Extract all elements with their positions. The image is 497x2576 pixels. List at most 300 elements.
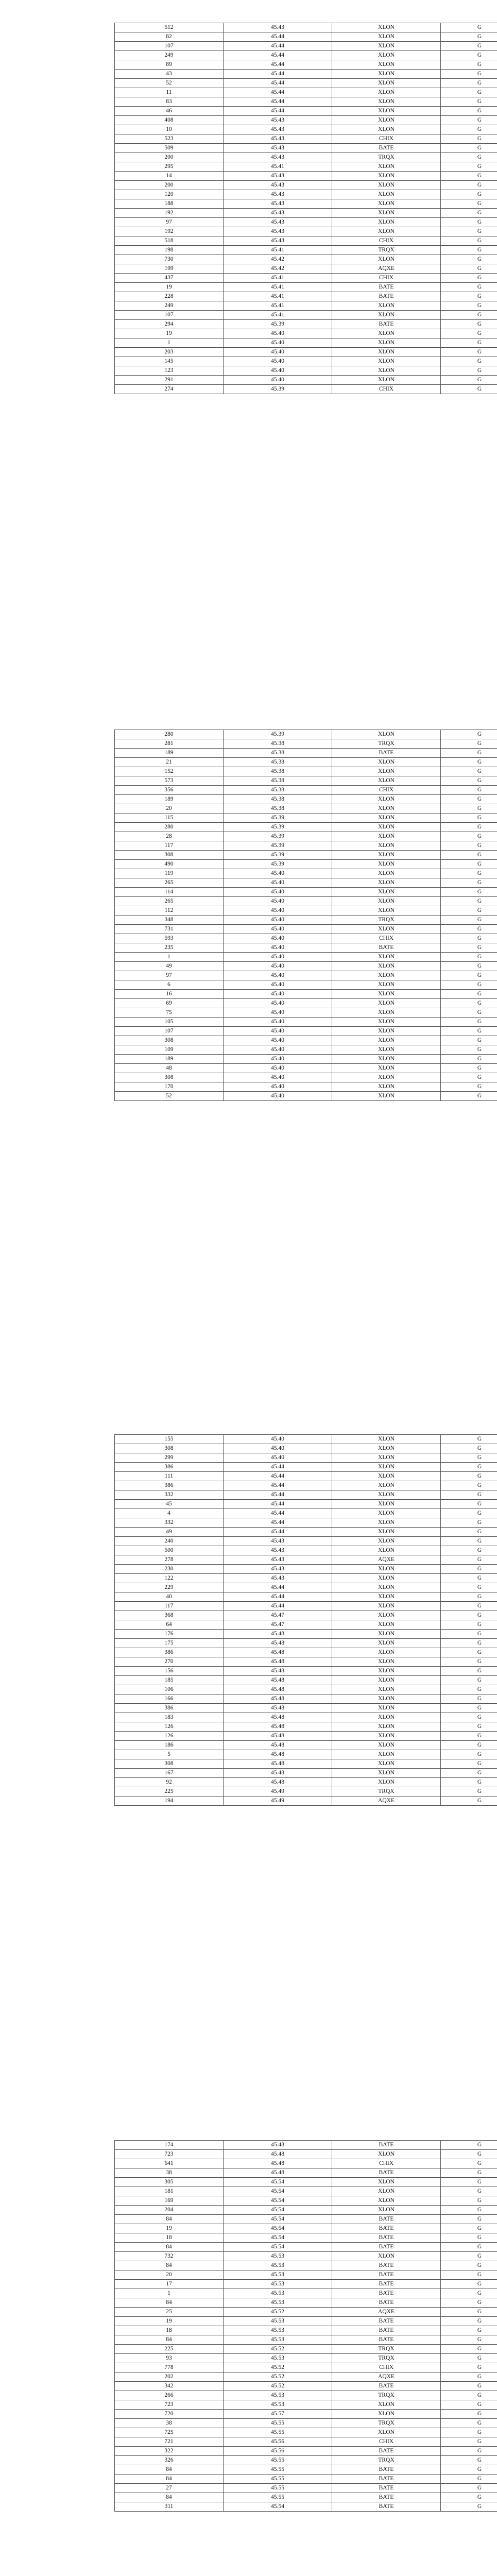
table-row	[115, 338, 497, 348]
price-cell: 45.44	[224, 1602, 332, 1611]
venue-cell: XLON	[332, 2252, 441, 2261]
quantity-cell: 105	[115, 1018, 224, 1027]
venue-cell: XLON	[332, 814, 441, 823]
quantity-cell: 266	[115, 2391, 224, 2400]
venue-cell: XLON	[332, 1537, 441, 1546]
venue-cell: XLON	[332, 841, 441, 851]
venue-cell: XLON	[332, 116, 441, 125]
currency-cell: G	[441, 2391, 497, 2400]
price-cell: 45.44	[224, 97, 332, 107]
currency-cell: G	[441, 814, 497, 823]
price-cell: 45.53	[224, 2270, 332, 2280]
venue-cell: XLON	[332, 1064, 441, 1073]
price-cell: 45.44	[224, 88, 332, 97]
price-cell: 45.49	[224, 1797, 332, 1806]
currency-cell: G	[441, 246, 497, 255]
venue-cell: XLON	[332, 1676, 441, 1685]
venue-cell: XLON	[332, 329, 441, 338]
venue-cell: XLON	[332, 338, 441, 348]
price-cell: 45.41	[224, 301, 332, 311]
currency-cell: G	[441, 980, 497, 990]
quantity-cell: 93	[115, 2354, 224, 2363]
currency-cell: G	[441, 2437, 497, 2447]
venue-cell: XLON	[332, 23, 441, 32]
price-cell: 45.40	[224, 1453, 332, 1463]
price-cell: 45.43	[224, 172, 332, 181]
table-row	[115, 1769, 497, 1778]
venue-cell: XLON	[332, 2410, 441, 2419]
currency-cell: G	[441, 851, 497, 860]
quantity-cell: 408	[115, 116, 224, 125]
table-row	[115, 1657, 497, 1667]
table-row	[115, 2410, 497, 2419]
quantity-cell: 19	[115, 329, 224, 338]
currency-cell: G	[441, 832, 497, 841]
table-row	[115, 23, 497, 32]
price-cell: 45.43	[224, 23, 332, 32]
quantity-cell: 107	[115, 1027, 224, 1036]
table-row	[115, 804, 497, 814]
price-cell: 45.48	[224, 1750, 332, 1759]
table-row	[115, 2298, 497, 2308]
venue-cell: XLON	[332, 255, 441, 264]
venue-cell: XLON	[332, 823, 441, 832]
quantity-cell: 200	[115, 181, 224, 190]
quantity-cell: 249	[115, 301, 224, 311]
table-row	[115, 1481, 497, 1490]
price-cell: 45.40	[224, 888, 332, 897]
venue-cell: XLON	[332, 1574, 441, 1583]
quantity-cell: 723	[115, 2150, 224, 2159]
venue-cell: TRQX	[332, 739, 441, 749]
quantity-cell: 38	[115, 2419, 224, 2428]
table-row	[115, 2475, 497, 2484]
venue-cell: XLON	[332, 51, 441, 60]
venue-cell: AQXE	[332, 1797, 441, 1806]
venue-cell: XLON	[332, 311, 441, 320]
currency-cell: G	[441, 227, 497, 236]
table-row	[115, 1713, 497, 1722]
quantity-cell: 332	[115, 1490, 224, 1500]
currency-cell: G	[441, 338, 497, 348]
currency-cell: G	[441, 1490, 497, 1500]
price-cell: 45.40	[224, 348, 332, 357]
venue-cell: XLON	[332, 199, 441, 209]
price-cell: 45.54	[224, 2215, 332, 2224]
currency-cell: G	[441, 283, 497, 292]
price-cell: 45.55	[224, 2456, 332, 2465]
venue-cell: XLON	[332, 1500, 441, 1509]
currency-cell: G	[441, 1008, 497, 1018]
venue-cell: XLON	[332, 1018, 441, 1027]
quantity-cell: 84	[115, 2475, 224, 2484]
price-cell: 45.41	[224, 162, 332, 172]
currency-cell: G	[441, 1027, 497, 1036]
quantity-cell: 84	[115, 2298, 224, 2308]
venue-cell: XLON	[332, 878, 441, 888]
table-row	[115, 1583, 497, 1592]
table-row	[115, 116, 497, 125]
table-row	[115, 2484, 497, 2493]
price-cell: 45.40	[224, 329, 332, 338]
price-cell: 45.44	[224, 42, 332, 51]
currency-cell: G	[441, 218, 497, 227]
price-cell: 45.48	[224, 1713, 332, 1722]
currency-cell: G	[441, 190, 497, 199]
currency-cell: G	[441, 1704, 497, 1713]
price-cell: 45.49	[224, 1787, 332, 1797]
currency-cell: G	[441, 1759, 497, 1769]
price-cell: 45.40	[224, 953, 332, 962]
quantity-cell: 166	[115, 1694, 224, 1704]
venue-cell: XLON	[332, 1444, 441, 1453]
table-row	[115, 209, 497, 218]
table-row	[115, 2317, 497, 2326]
venue-cell: XLON	[332, 181, 441, 190]
price-cell: 45.54	[224, 2233, 332, 2243]
currency-cell: G	[441, 376, 497, 385]
price-cell: 45.44	[224, 1592, 332, 1602]
currency-cell: G	[441, 1092, 497, 1101]
venue-cell: XLON	[332, 953, 441, 962]
quantity-cell: 21	[115, 758, 224, 767]
price-cell: 45.43	[224, 218, 332, 227]
quantity-cell: 386	[115, 1648, 224, 1657]
quantity-cell: 386	[115, 1704, 224, 1713]
venue-cell: BATE	[332, 2298, 441, 2308]
price-cell: 45.43	[224, 181, 332, 190]
venue-cell: AQXE	[332, 1555, 441, 1565]
table-row	[115, 739, 497, 749]
price-cell: 45.44	[224, 1490, 332, 1500]
currency-cell: G	[441, 739, 497, 749]
currency-cell: G	[441, 2141, 497, 2150]
currency-cell: G	[441, 162, 497, 172]
table-row	[115, 860, 497, 869]
table-row	[115, 776, 497, 786]
currency-cell: G	[441, 943, 497, 953]
venue-cell: XLON	[332, 2187, 441, 2196]
table-row	[115, 1528, 497, 1537]
table-row	[115, 767, 497, 776]
table-row	[115, 329, 497, 338]
table-row	[115, 980, 497, 990]
quantity-cell: 720	[115, 2410, 224, 2419]
currency-cell: G	[441, 1453, 497, 1463]
price-cell: 45.48	[224, 2159, 332, 2168]
table-row	[115, 832, 497, 841]
quantity-cell: 490	[115, 860, 224, 869]
table-row	[115, 2391, 497, 2400]
venue-cell: BATE	[332, 749, 441, 758]
table-row	[115, 1435, 497, 1444]
currency-cell: G	[441, 60, 497, 70]
venue-cell: XLON	[332, 32, 441, 42]
price-cell: 45.40	[224, 1018, 332, 1027]
quantity-cell: 64	[115, 1620, 224, 1630]
price-cell: 45.38	[224, 804, 332, 814]
table-row	[115, 1602, 497, 1611]
price-cell: 45.53	[224, 2261, 332, 2270]
venue-cell: XLON	[332, 227, 441, 236]
currency-cell: G	[441, 2326, 497, 2335]
venue-cell: XLON	[332, 172, 441, 181]
venue-cell: XLON	[332, 97, 441, 107]
quantity-cell: 126	[115, 1732, 224, 1741]
currency-cell: G	[441, 934, 497, 943]
table-row	[115, 1092, 497, 1101]
table-row	[115, 1472, 497, 1481]
price-cell: 45.42	[224, 264, 332, 274]
quantity-cell: 6	[115, 980, 224, 990]
venue-cell: XLON	[332, 209, 441, 218]
venue-cell: XLON	[332, 1463, 441, 1472]
currency-cell: G	[441, 1500, 497, 1509]
price-cell: 45.38	[224, 749, 332, 758]
quantity-cell: 732	[115, 2252, 224, 2261]
quantity-cell: 84	[115, 2243, 224, 2252]
venue-cell: CHIX	[332, 134, 441, 144]
price-cell: 45.41	[224, 283, 332, 292]
venue-cell: AQXE	[332, 2372, 441, 2382]
quantity-cell: 192	[115, 209, 224, 218]
quantity-cell: 573	[115, 776, 224, 786]
table-row	[115, 227, 497, 236]
quantity-cell: 25	[115, 2308, 224, 2317]
price-cell: 45.52	[224, 2372, 332, 2382]
table-row	[115, 366, 497, 376]
quantity-cell: 119	[115, 869, 224, 878]
price-cell: 45.44	[224, 1528, 332, 1537]
quantity-cell: 721	[115, 2437, 224, 2447]
currency-cell: G	[441, 301, 497, 311]
currency-cell: G	[441, 2289, 497, 2298]
venue-cell: XLON	[332, 88, 441, 97]
quantity-cell: 40	[115, 1592, 224, 1602]
table-row	[115, 1797, 497, 1806]
currency-cell: G	[441, 1648, 497, 1657]
price-cell: 45.38	[224, 739, 332, 749]
price-cell: 45.54	[224, 2187, 332, 2196]
venue-cell: BATE	[332, 2326, 441, 2335]
venue-cell: CHIX	[332, 2437, 441, 2447]
table-row	[115, 1018, 497, 1027]
price-cell: 45.54	[224, 2196, 332, 2206]
quantity-cell: 19	[115, 2317, 224, 2326]
price-cell: 45.38	[224, 786, 332, 795]
price-cell: 45.43	[224, 209, 332, 218]
currency-cell: G	[441, 1472, 497, 1481]
currency-cell: G	[441, 320, 497, 329]
table-row	[115, 730, 497, 739]
venue-cell: XLON	[332, 869, 441, 878]
price-cell: 45.48	[224, 2150, 332, 2159]
currency-cell: G	[441, 2178, 497, 2187]
price-cell: 45.40	[224, 962, 332, 971]
table-row	[115, 32, 497, 42]
table-row	[115, 1759, 497, 1769]
quantity-cell: 500	[115, 1546, 224, 1555]
quantity-cell: 437	[115, 274, 224, 283]
venue-cell: XLON	[332, 1036, 441, 1045]
table-row	[115, 246, 497, 255]
table-row	[115, 1045, 497, 1055]
venue-cell: XLON	[332, 357, 441, 366]
table-row	[115, 1500, 497, 1509]
quantity-cell: 14	[115, 172, 224, 181]
venue-cell: XLON	[332, 1657, 441, 1667]
table-row	[115, 1055, 497, 1064]
quantity-cell: 342	[115, 2382, 224, 2391]
currency-cell: G	[441, 1778, 497, 1787]
currency-cell: G	[441, 1583, 497, 1592]
price-cell: 45.48	[224, 1648, 332, 1657]
currency-cell: G	[441, 1565, 497, 1574]
venue-cell: XLON	[332, 1453, 441, 1463]
table-row	[115, 906, 497, 916]
price-cell: 45.39	[224, 385, 332, 394]
currency-cell: G	[441, 274, 497, 283]
table-row	[115, 1546, 497, 1555]
price-cell: 45.44	[224, 1518, 332, 1528]
quantity-cell: 348	[115, 916, 224, 925]
price-cell: 45.44	[224, 60, 332, 70]
table-row	[115, 888, 497, 897]
table-row	[115, 1453, 497, 1463]
currency-cell: G	[441, 2456, 497, 2465]
table-row	[115, 925, 497, 934]
currency-cell: G	[441, 1528, 497, 1537]
currency-cell: G	[441, 804, 497, 814]
quantity-cell: 311	[115, 2502, 224, 2512]
venue-cell: XLON	[332, 1518, 441, 1528]
currency-cell: G	[441, 2410, 497, 2419]
currency-cell: G	[441, 1769, 497, 1778]
quantity-cell: 294	[115, 320, 224, 329]
currency-cell: G	[441, 2252, 497, 2261]
table-row	[115, 255, 497, 264]
quantity-cell: 192	[115, 227, 224, 236]
table-row	[115, 2372, 497, 2382]
quantity-cell: 265	[115, 878, 224, 888]
quantity-cell: 27	[115, 2484, 224, 2493]
table-row	[115, 218, 497, 227]
price-cell: 45.48	[224, 1676, 332, 1685]
price-cell: 45.53	[224, 2252, 332, 2261]
venue-cell: XLON	[332, 1528, 441, 1537]
venue-cell: BATE	[332, 2484, 441, 2493]
currency-cell: G	[441, 2363, 497, 2372]
quantity-cell: 120	[115, 190, 224, 199]
venue-cell: XLON	[332, 376, 441, 385]
venue-cell: XLON	[332, 888, 441, 897]
price-cell: 45.43	[224, 125, 332, 134]
venue-cell: XLON	[332, 1592, 441, 1602]
table-row	[115, 2326, 497, 2335]
currency-cell: G	[441, 1082, 497, 1092]
price-cell: 45.40	[224, 897, 332, 906]
currency-cell: G	[441, 1045, 497, 1055]
venue-cell: XLON	[332, 1092, 441, 1101]
currency-cell: G	[441, 357, 497, 366]
venue-cell: XLON	[332, 2428, 441, 2437]
quantity-cell: 523	[115, 134, 224, 144]
table-row	[115, 274, 497, 283]
venue-cell: BATE	[332, 2493, 441, 2502]
venue-cell: XLON	[332, 851, 441, 860]
table-row	[115, 88, 497, 97]
currency-cell: G	[441, 329, 497, 338]
table-row	[115, 2363, 497, 2372]
price-cell: 45.40	[224, 357, 332, 366]
quantity-cell: 274	[115, 385, 224, 394]
quantity-cell: 198	[115, 246, 224, 255]
price-cell: 45.48	[224, 1694, 332, 1704]
price-cell: 45.52	[224, 2382, 332, 2391]
quantity-cell: 46	[115, 107, 224, 116]
table-row	[115, 1444, 497, 1453]
currency-cell: G	[441, 2335, 497, 2345]
venue-cell: XLON	[332, 162, 441, 172]
currency-cell: G	[441, 1555, 497, 1565]
venue-cell: BATE	[332, 2280, 441, 2289]
currency-cell: G	[441, 1055, 497, 1064]
table-row	[115, 2150, 497, 2159]
venue-cell: XLON	[332, 1713, 441, 1722]
venue-cell: XLON	[332, 1750, 441, 1759]
quantity-cell: 308	[115, 1073, 224, 1082]
currency-cell: G	[441, 1073, 497, 1082]
quantity-cell: 183	[115, 1713, 224, 1722]
currency-cell: G	[441, 1722, 497, 1732]
price-cell: 45.40	[224, 1073, 332, 1082]
quantity-cell: 112	[115, 906, 224, 916]
quantity-cell: 82	[115, 32, 224, 42]
table-row	[115, 1073, 497, 1082]
quantity-cell: 83	[115, 97, 224, 107]
table-row	[115, 2447, 497, 2456]
currency-cell: G	[441, 2493, 497, 2502]
quantity-cell: 1	[115, 953, 224, 962]
price-cell: 45.40	[224, 1008, 332, 1018]
table-row	[115, 60, 497, 70]
venue-cell: TRQX	[332, 1787, 441, 1797]
table-row	[115, 199, 497, 209]
venue-cell: BATE	[332, 2447, 441, 2456]
table-row	[115, 376, 497, 385]
venue-cell: XLON	[332, 925, 441, 934]
quantity-cell: 332	[115, 1518, 224, 1528]
currency-cell: G	[441, 1639, 497, 1648]
venue-cell: XLON	[332, 1639, 441, 1648]
venue-cell: XLON	[332, 971, 441, 980]
quantity-cell: 228	[115, 292, 224, 301]
currency-cell: G	[441, 236, 497, 246]
price-cell: 45.53	[224, 2391, 332, 2400]
currency-cell: G	[441, 925, 497, 934]
currency-cell: G	[441, 795, 497, 804]
table-row	[115, 125, 497, 134]
venue-cell: CHIX	[332, 2363, 441, 2372]
venue-cell: TRQX	[332, 2345, 441, 2354]
quantity-cell: 117	[115, 841, 224, 851]
currency-cell: G	[441, 2372, 497, 2382]
table-row	[115, 2502, 497, 2512]
currency-cell: G	[441, 1602, 497, 1611]
venue-cell: XLON	[332, 42, 441, 51]
venue-cell: XLON	[332, 2178, 441, 2187]
venue-cell: XLON	[332, 1667, 441, 1676]
